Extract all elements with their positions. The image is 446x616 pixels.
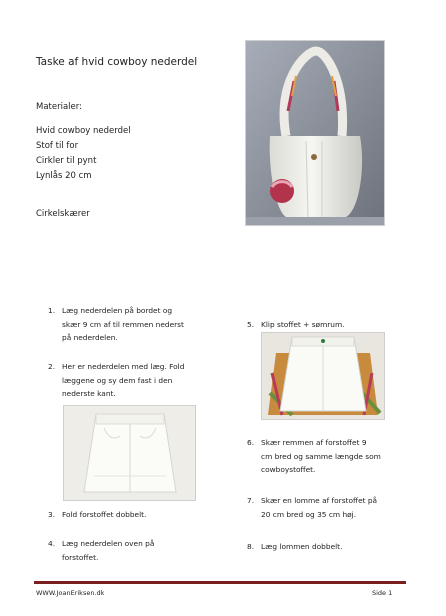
materials-item: Stof til for <box>36 141 79 151</box>
step-line: Klip stoffet + sømrum. <box>261 320 345 329</box>
materials-heading: Materialer: <box>36 102 82 112</box>
step-7 <box>247 494 378 521</box>
materials-list <box>36 124 131 184</box>
materials-item: Hvid cowboy nederdel <box>36 126 131 136</box>
step-line: læggene og sy dem fast i den <box>62 375 173 385</box>
step-line: 20 cm bred og 35 cm høj. <box>261 509 357 519</box>
step-1 <box>48 304 184 345</box>
fabric-photo <box>261 332 385 420</box>
materials-item: Cirkler til pynt <box>36 156 97 166</box>
step-number: 8. <box>247 542 255 551</box>
step-5 <box>247 318 345 332</box>
step-number: 3. <box>48 510 56 519</box>
step-8 <box>247 540 343 554</box>
footer-rule <box>34 581 406 584</box>
step-line: Læg nederdelen oven på <box>62 539 155 548</box>
skirt-photo <box>63 405 196 501</box>
step-number: 1. <box>48 306 56 315</box>
footer-website: WWW.JoanEriksen.dk <box>36 589 105 597</box>
step-number: 7. <box>247 496 255 505</box>
step-line: Skær remmen af forstoffet 9 <box>261 438 367 447</box>
step-2 <box>48 360 185 401</box>
footer-page-number: Side 1 <box>372 589 393 597</box>
step-number: 2. <box>48 362 56 371</box>
step-number: 5. <box>247 320 255 329</box>
step-line: Skær en lomme af forstoffet på <box>261 496 378 505</box>
step-line: skær 9 cm af til remmen nederst <box>62 319 184 329</box>
step-line: Her er nederdelen med læg. Fold <box>62 362 185 371</box>
step-number: 6. <box>247 438 255 447</box>
document-title: Taske af hvid cowboy nederdel <box>36 56 198 68</box>
bag-photo <box>245 40 385 226</box>
step-number: 4. <box>48 539 56 548</box>
step-line: forstoffet. <box>62 552 99 562</box>
step-line: Læg nederdelen på bordet og <box>62 306 173 315</box>
tool-text: Cirkelskærer <box>36 209 90 219</box>
step-4 <box>48 537 155 564</box>
step-line: Fold forstoffet dobbelt. <box>62 510 147 519</box>
step-line: Læg lommen dobbelt. <box>261 542 343 551</box>
step-3 <box>48 508 147 522</box>
step-line: cm bred og samme længde som <box>261 451 381 461</box>
step-line: på nederdelen. <box>62 333 118 342</box>
materials-item: Lynlås 20 cm <box>36 171 92 181</box>
step-line: cowboystoffet. <box>261 465 316 474</box>
step-6 <box>247 436 381 477</box>
step-line: nederste kant. <box>62 389 116 398</box>
